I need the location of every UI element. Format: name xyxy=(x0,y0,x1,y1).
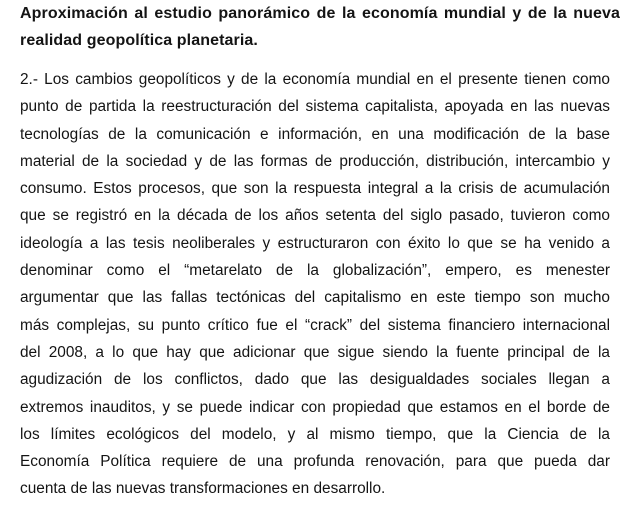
paragraph-line: 2.- Los cambios geopolíticos y de la economía mundial en el presente tienen como xyxy=(20,71,610,88)
title-line: realidad geopolítica planetaria. xyxy=(20,32,258,49)
paragraph-line: agudización de los conflictos, dado que las desigualdades sociales llegan a xyxy=(20,371,610,389)
paragraph-line: consumo. Estos procesos, que son la respuesta integral a la crisis de acumulación xyxy=(20,180,610,198)
paragraph-line: cuenta de las nuevas transformaciones en desarrollo. xyxy=(20,480,386,498)
title-line: Aproximación al estudio panorámico de la economía mundial y de la nueva xyxy=(20,5,620,22)
paragraph-line: más complejas, su punto crítico fue el “crack” del sistema financiero internacional xyxy=(20,316,610,334)
paragraph-line: ideología a las tesis neoliberales y estructuraron con éxito lo que se ha venido a xyxy=(20,234,610,252)
paragraph-line: Economía Política requiere de una profunda renovación, para que pueda dar xyxy=(20,453,610,471)
paragraph-line: que se registró en la década de los años setenta del siglo pasado, tuvieron como xyxy=(20,207,610,225)
paragraph-line: punto de partida la reestructuración del sistema capitalista, apoyada en las nuevas xyxy=(20,98,610,116)
paragraph-line: del 2008, a lo que hay que adicionar que sigue siendo la fuente principal de la xyxy=(20,343,610,361)
paragraph-line: material de la sociedad y de las formas de producción, distribución, intercambio y xyxy=(20,152,610,170)
section-title xyxy=(20,0,620,54)
paragraph-line: los límites ecológicos del modelo, y al mismo tiempo, que la Ciencia de la xyxy=(20,425,610,443)
body-paragraph xyxy=(20,66,610,503)
paragraph-line: argumentar que las fallas tectónicas del capitalismo en este tiempo son mucho xyxy=(20,289,610,307)
paragraph-line: denominar como el “metarelato de la globalización”, empero, es menester xyxy=(20,262,610,280)
paragraph-line: tecnologías de la comunicación e información, en una modificación de la base xyxy=(20,125,610,143)
paragraph-line: extremos inauditos, y se puede indicar con propiedad que estamos en el borde de xyxy=(20,398,610,416)
